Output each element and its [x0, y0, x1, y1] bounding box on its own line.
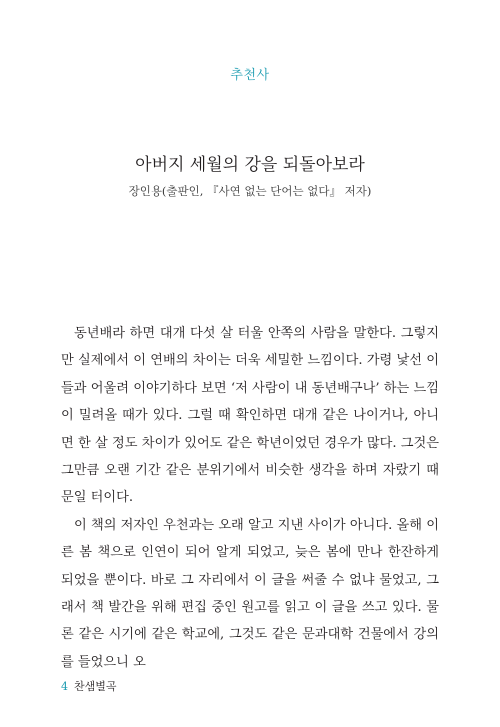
page-footer — [61, 678, 117, 694]
page-title: 아버지 세월의 강을 되돌아보라 — [135, 155, 365, 175]
section-label: 추천사 — [230, 68, 270, 83]
paragraph: 이 책의 저자인 우천과는 오래 알고 지낸 사이가 아니다. 올해 이른 봄 책으로 인연이 되어 알게 되었고, 늦은 봄에 만나 한잔하게 되었을 뿐이다. 바로 그 자리에서 이 글을 써줄 수 없냐 물었고, 그래서 책 발간을 위해 편집 중인 원고를 읽고 이 글을 쓰고 있다. 물론 같은 시기에 같은 학교에, 그것도 같은 문과대학 건물에서 강의를 들었으니 오 — [61, 517, 439, 670]
running-book-title: 찬샘별곡 — [74, 680, 117, 693]
body-text — [61, 320, 439, 676]
page-number: 4 — [61, 680, 68, 693]
author-credit: 장인용(출판인, 『사연 없는 단어는 없다』 저자) — [128, 184, 372, 198]
paragraph: 동년배라 하면 대개 다섯 살 터울 안쪽의 사람을 말한다. 그렇지만 실제에서 이 연배의 차이는 더욱 세밀한 느낌이다. 가령 낯선 이들과 어울려 이야기하다 보면 ‘저 사람이 내 동년배구나’ 하는 느낌이 밀려올 때가 있다. 그럴 때 확인하면 대개 같은 나이거나, 아니면 한 살 정도 차이가 있어도 같은 학년이었던 경우가 많다. 그것은 그만큼 오랜 기간 같은 분위기에서 비슷한 생각을 하며 자랐기 때문일 터이다. — [61, 326, 439, 506]
